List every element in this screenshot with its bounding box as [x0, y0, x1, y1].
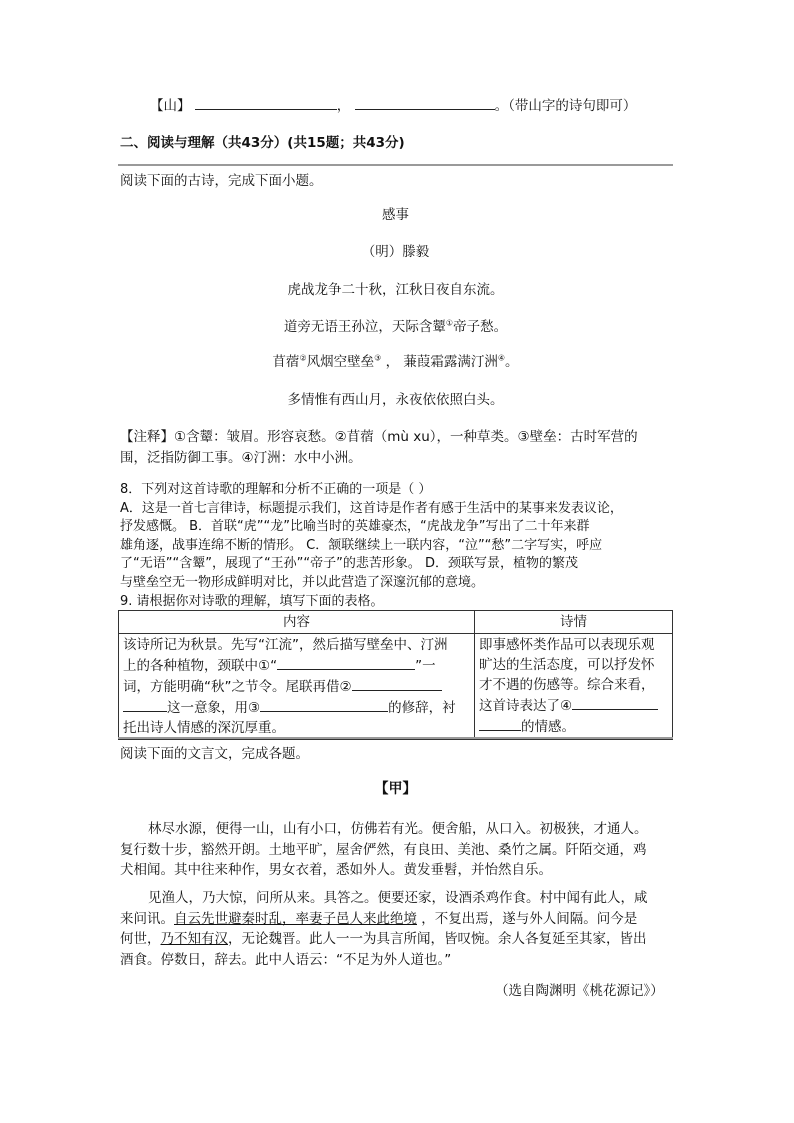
answer-blank-1[interactable]: [195, 95, 337, 110]
poem-line-2: 道旁无语王孙泣，天际含颦①帝子愁。: [283, 318, 508, 335]
q9-col-content: 内容: [119, 611, 475, 634]
q8-stem: 8．下列对这首诗歌的理解和分析不正确的一项是（ ）: [120, 482, 432, 497]
q8-line-2: 抒发感慨。 B．首联“虎”“龙”比喻当时的英雄豪杰，“虎战龙争”写出了二十年来群: [120, 519, 590, 534]
poem-line-1: 虎战龙争二十秋，江秋日夜自东流。: [287, 282, 504, 298]
q9-blank-4-cont[interactable]: [479, 716, 521, 731]
q9-stem: 9. 请根据你对诗歌的理解，填写下面的表格。: [120, 594, 384, 609]
underlined-sentence-2: 乃不知有汉: [160, 931, 228, 947]
poem-line-4: 多情惟有西山月，永夜依依照白头。: [287, 392, 504, 408]
q9-blank-1[interactable]: [277, 655, 415, 670]
prose-paragraph-1: 林尽水源，便得一山，山有小口，仿佛若有光。便舍船，从口入。初极狭，才通人。 复行数十步，豁然开朗。土地平旷，屋舍俨然，有良田、美池、桑竹之属。阡陌交通，鸡 犬相闻。其中往来种作，男女衣着，悉如外人。黄发垂髫，并怡然自乐。: [120, 821, 648, 878]
fill-line: [150, 95, 636, 116]
underlined-sentence-1: 自云先世避秦时乱，率妻子邑人来此绝境: [174, 910, 417, 927]
fill-hint: （带山字的诗句即可）: [508, 98, 637, 114]
q8-line-1: A．这是一首七言律诗，标题提示我们，这首诗是作者有感于生活中的某事来发表议论，: [120, 500, 623, 516]
poem-line-3: 苜蓿②风烟空壁垒③ ， 蒹葭霜露满汀洲④。: [272, 353, 519, 370]
section-heading: 二、阅读与理解（共43分）(共15题；共43分): [120, 135, 405, 151]
prose-intro: 阅读下面的文言文，完成各题。: [120, 746, 309, 762]
fill-tag: 【山】: [150, 98, 191, 114]
poem-title: 感事: [382, 207, 409, 223]
answer-blank-2[interactable]: [355, 95, 495, 110]
notes: [120, 427, 670, 468]
fill-period: 。: [494, 98, 509, 114]
q9-blank-4[interactable]: [572, 695, 658, 710]
source-citation: （选自陶渊明《桃花源记》）: [495, 983, 664, 999]
notes-line-1: 【注释】①含颦：皱眉。形容哀愁。②苜蓿（mù xu），一种草类。③壁垒：古时军营的: [120, 429, 638, 445]
poem-author: （明）滕毅: [361, 244, 430, 260]
q8-line-3: 雄角逐，战事连绵不断的情形。 C．颔联继续上一联内容，“泣”“愁”二字写实，呼应: [120, 537, 603, 553]
prose-paragraph-2: 见渔人，乃大惊，问所从来。具答之。便要还家，设酒杀鸡作食。村中闻有此人，咸 来问讯。自云先世避秦时乱，率妻子邑人来此绝境 ，不复出焉，遂与外人间隔。问今是 何世，乃不知有汉，无论魏晋。此人一一为具言所闻，皆叹惋。余人各复延至其家，皆出 酒食。停数日，辞去。此中人语云：“不足为外人道也。”: [120, 890, 648, 968]
fill-comma: ，: [336, 98, 351, 114]
q9-table: [118, 610, 673, 740]
divider-bottom: [118, 737, 673, 739]
q8-line-4: 了“无语”“含颦”，展现了“王孙”“帝子”的悲苦形象。 D．颈联写景，植物的繁茂: [120, 556, 579, 571]
q9-blank-2-cont[interactable]: [123, 697, 167, 712]
poem-intro: 阅读下面的古诗，完成下面小题。: [120, 173, 323, 189]
q9-blank-2[interactable]: [352, 676, 442, 691]
q9-content-cell: 该诗所记为秋景。先写“江流”，然后描写壁垒中、汀洲 上的各种植物，颈联中①“ ”一 词，方能明确“秋”之节令。尾联再借② 这一意象，用③ 的修辞，衬 托出诗人情感的深沉厚重。: [119, 634, 475, 740]
q9-blank-3[interactable]: [260, 697, 388, 712]
divider-top: [118, 164, 673, 166]
question-8: [120, 481, 670, 592]
q9-col-emotion: 诗情: [475, 611, 673, 634]
notes-line-2: 围，泛指防御工事。④汀洲：水中小洲。: [120, 449, 362, 466]
q8-line-5: 与壁垒空无一物形成鲜明对比，并以此营造了深邃沉郁的意境。: [120, 574, 485, 590]
prose-title: 【甲】: [374, 781, 417, 797]
q9-emotion-cell: 即事感怀类作品可以表现乐观 旷达的生活态度，可以抒发怀 才不遇的伤感等。综合来看， 这首诗表达了④ 的情感。: [475, 634, 673, 740]
